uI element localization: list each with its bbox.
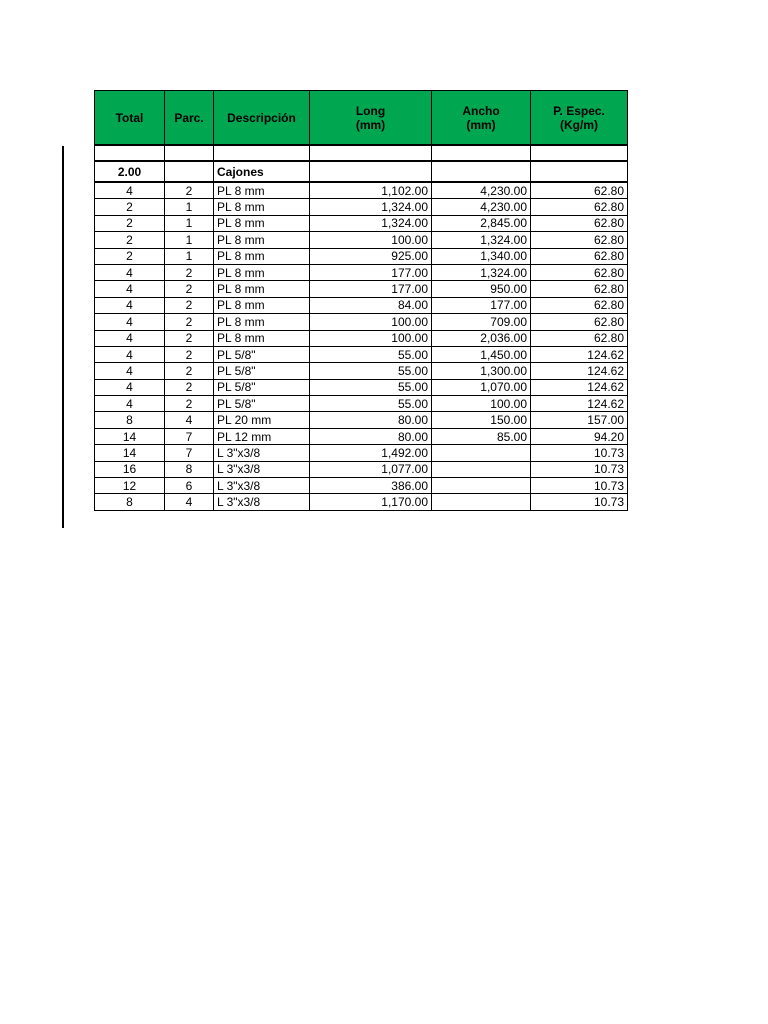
cell-ancho: 2,036.00 [432,330,531,346]
section-row [95,161,628,182]
cell-long: 177.00 [310,281,432,297]
cell-parc: 2 [165,330,214,346]
cell-descripcion: PL 12 mm [214,428,310,444]
section-empty-cell [432,161,531,182]
items-body [95,182,628,510]
header-long-line1: Long [355,103,386,118]
header-ancho-line2: (mm) [466,117,496,132]
cell-parc: 2 [165,297,214,313]
cell-descripcion: PL 5/8" [214,363,310,379]
cell-parc: 2 [165,379,214,395]
page-margin-line [62,146,64,528]
cell-p-espec: 62.80 [531,232,628,248]
cell-p-espec: 124.62 [531,396,628,412]
cell-p-espec: 124.62 [531,346,628,362]
header-parc: Parc. [165,91,214,146]
cell-descripcion: L 3"x3/8 [214,461,310,477]
cell-parc: 2 [165,363,214,379]
cell-long: 80.00 [310,428,432,444]
cell-long: 100.00 [310,314,432,330]
header-long-line2: (mm) [355,117,386,132]
cell-parc: 2 [165,182,214,199]
spacer-cell [95,145,165,161]
cell-descripcion: PL 5/8" [214,396,310,412]
cell-long: 55.00 [310,346,432,362]
cell-p-espec: 124.62 [531,363,628,379]
cell-p-espec: 10.73 [531,445,628,461]
cell-parc: 4 [165,494,214,510]
cell-long: 386.00 [310,478,432,494]
cell-total: 4 [95,379,165,395]
header-total: Total [95,91,165,146]
spacer-cell [214,145,310,161]
cell-parc: 2 [165,314,214,330]
table-row [95,461,628,477]
cell-descripcion: PL 8 mm [214,232,310,248]
cell-descripcion: L 3"x3/8 [214,478,310,494]
table-row [95,182,628,199]
header-p-espec [531,91,628,146]
cell-ancho [432,445,531,461]
table-row [95,330,628,346]
cell-parc: 1 [165,232,214,248]
spacer-cell [165,145,214,161]
cell-descripcion: PL 8 mm [214,199,310,215]
cell-long: 55.00 [310,396,432,412]
cell-long: 1,077.00 [310,461,432,477]
cell-ancho: 85.00 [432,428,531,444]
cell-ancho: 950.00 [432,281,531,297]
cell-ancho: 150.00 [432,412,531,428]
cell-p-espec: 62.80 [531,199,628,215]
header-pesp-line2: (Kg/m) [560,117,598,132]
table-row [95,428,628,444]
cell-ancho: 4,230.00 [432,199,531,215]
header-ancho-line1: Ancho [462,103,500,118]
cell-long: 84.00 [310,297,432,313]
cell-total: 2 [95,215,165,231]
cell-descripcion: PL 8 mm [214,264,310,280]
table-row [95,248,628,264]
cell-parc: 2 [165,264,214,280]
cell-total: 16 [95,461,165,477]
cell-long: 1,102.00 [310,182,432,199]
cell-total: 4 [95,363,165,379]
cell-ancho: 177.00 [432,297,531,313]
cell-parc: 7 [165,445,214,461]
header-row [95,91,628,146]
section-empty-cell [310,161,432,182]
cell-ancho: 2,845.00 [432,215,531,231]
cell-total: 4 [95,297,165,313]
table-row [95,412,628,428]
cell-total: 4 [95,314,165,330]
cell-p-espec: 10.73 [531,461,628,477]
cell-descripcion: L 3"x3/8 [214,445,310,461]
cell-descripcion: PL 8 mm [214,281,310,297]
header-descripcion: Descripción [214,91,310,146]
cell-total: 4 [95,264,165,280]
cell-long: 1,324.00 [310,199,432,215]
table-row [95,199,628,215]
cell-p-espec: 62.80 [531,248,628,264]
cell-parc: 4 [165,412,214,428]
cell-descripcion: PL 20 mm [214,412,310,428]
cell-total: 8 [95,494,165,510]
table-row [95,215,628,231]
section-empty-cell [165,161,214,182]
cell-parc: 1 [165,248,214,264]
header-ancho [432,91,531,146]
cell-ancho: 100.00 [432,396,531,412]
cell-total: 14 [95,445,165,461]
cell-ancho [432,494,531,510]
cell-total: 12 [95,478,165,494]
table-row [95,264,628,280]
cell-long: 55.00 [310,363,432,379]
section-label: Cajones [214,161,310,182]
cell-parc: 8 [165,461,214,477]
cell-descripcion: PL 8 mm [214,297,310,313]
cell-parc: 2 [165,346,214,362]
cell-ancho [432,478,531,494]
cell-parc: 6 [165,478,214,494]
spacer-cell [310,145,432,161]
cell-descripcion: L 3"x3/8 [214,494,310,510]
cell-total: 2 [95,199,165,215]
cell-long: 100.00 [310,232,432,248]
cell-total: 4 [95,346,165,362]
cell-parc: 2 [165,396,214,412]
cell-p-espec: 62.80 [531,330,628,346]
materials-table [94,90,628,511]
cell-ancho: 4,230.00 [432,182,531,199]
cell-ancho [432,461,531,477]
cell-p-espec: 62.80 [531,264,628,280]
cell-total: 4 [95,182,165,199]
cell-ancho: 1,324.00 [432,264,531,280]
cell-descripcion: PL 8 mm [214,330,310,346]
cell-parc: 2 [165,281,214,297]
spacer-cell [432,145,531,161]
cell-p-espec: 94.20 [531,428,628,444]
cell-ancho: 709.00 [432,314,531,330]
cell-p-espec: 62.80 [531,182,628,199]
table-row [95,346,628,362]
cell-p-espec: 62.80 [531,281,628,297]
cell-long: 1,170.00 [310,494,432,510]
cell-descripcion: PL 8 mm [214,248,310,264]
cell-long: 177.00 [310,264,432,280]
cell-total: 2 [95,232,165,248]
table-row [95,314,628,330]
cell-descripcion: PL 5/8" [214,379,310,395]
cell-p-espec: 124.62 [531,379,628,395]
cell-total: 14 [95,428,165,444]
table-row [95,494,628,510]
cell-long: 1,324.00 [310,215,432,231]
cell-long: 1,492.00 [310,445,432,461]
cell-total: 8 [95,412,165,428]
cell-p-espec: 62.80 [531,297,628,313]
cell-total: 4 [95,396,165,412]
cell-p-espec: 10.73 [531,478,628,494]
cell-ancho: 1,300.00 [432,363,531,379]
table-row [95,363,628,379]
cell-long: 925.00 [310,248,432,264]
cell-p-espec: 62.80 [531,314,628,330]
cell-ancho: 1,070.00 [432,379,531,395]
cell-total: 4 [95,330,165,346]
cell-total: 4 [95,281,165,297]
cell-parc: 1 [165,199,214,215]
table-row [95,232,628,248]
cell-long: 80.00 [310,412,432,428]
cell-parc: 1 [165,215,214,231]
cell-descripcion: PL 8 mm [214,182,310,199]
cell-p-espec: 10.73 [531,494,628,510]
cell-descripcion: PL 8 mm [214,215,310,231]
cell-ancho: 1,324.00 [432,232,531,248]
cell-long: 55.00 [310,379,432,395]
cell-descripcion: PL 5/8" [214,346,310,362]
cell-p-espec: 62.80 [531,215,628,231]
cell-descripcion: PL 8 mm [214,314,310,330]
table-row [95,281,628,297]
cell-ancho: 1,340.00 [432,248,531,264]
header-long [310,91,432,146]
spacer-cell [531,145,628,161]
table-row [95,478,628,494]
cell-ancho: 1,450.00 [432,346,531,362]
table-row [95,297,628,313]
cell-p-espec: 157.00 [531,412,628,428]
section-total: 2.00 [95,161,165,182]
cell-parc: 7 [165,428,214,444]
section-empty-cell [531,161,628,182]
table-row [95,445,628,461]
table-row [95,396,628,412]
spacer-row [95,145,628,161]
cell-long: 100.00 [310,330,432,346]
cell-total: 2 [95,248,165,264]
header-pesp-line1: P. Espec. [553,103,605,118]
table-row [95,379,628,395]
